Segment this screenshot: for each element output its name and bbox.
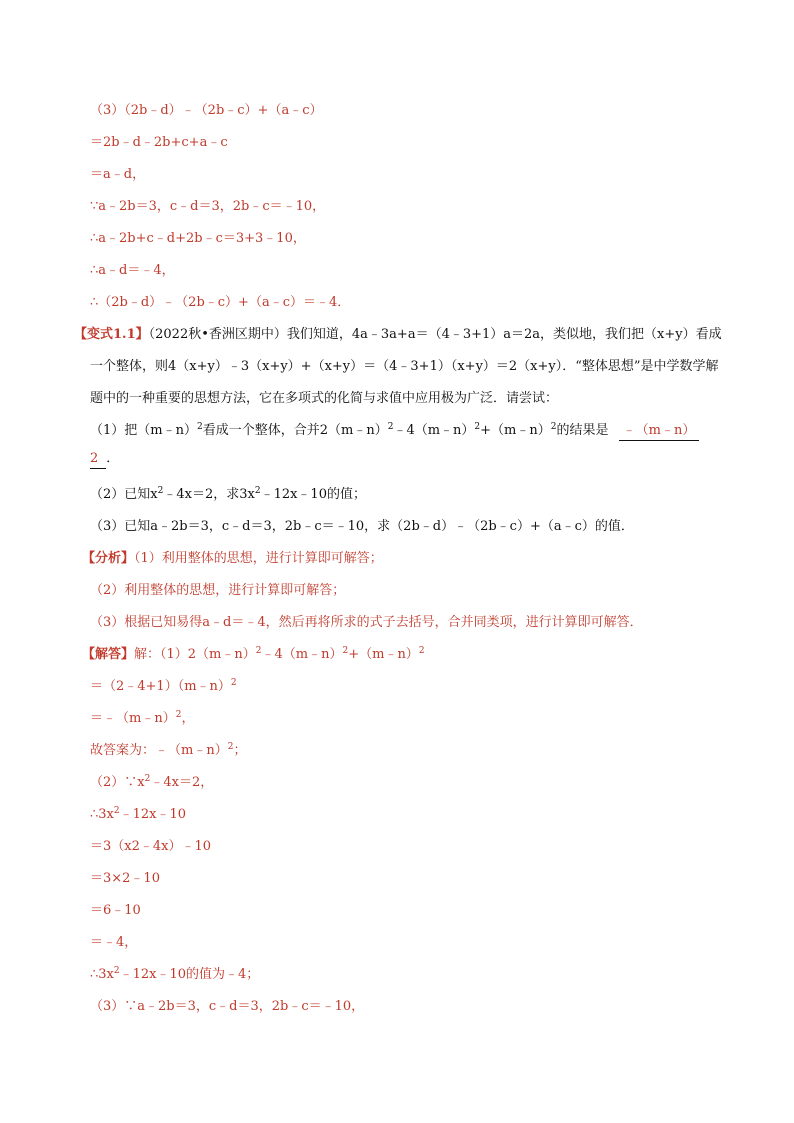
analysis-tag: 【分析】: [82, 551, 135, 566]
question-3: （3）已知a﹣2b＝3，c﹣d＝3，2b﹣c＝﹣10，求（2b﹣d）﹣（2b﹣c）+（a﹣c）的值．: [90, 519, 634, 534]
answer-blank-exponent: 2: [90, 450, 106, 469]
variant-tag: 【变式1.1】: [74, 327, 149, 342]
analysis-line: （3）根据已知易得a﹣d＝﹣4，然后再将所求的式子去括号，合并同类项，进行计算即可解答．: [90, 615, 643, 630]
solution-line: ＝3（x2﹣4x）﹣10: [90, 839, 212, 854]
question-1-continuation: 2 ．: [90, 450, 119, 469]
solution-line: ＝2b﹣d﹣2b+c+a﹣c: [90, 135, 228, 150]
solution-line: ＝（2﹣4+1）（m﹣n）$^2$: [90, 678, 237, 694]
question-1: （1）把（m﹣n）$^2$看成一个整体，合并2（m﹣n）$^2$﹣4（m﹣n）$^2$+（m﹣n）$^2$的结果是 ﹣（m﹣n）: [90, 422, 699, 441]
solution-line: ＝﹣（m﹣n）$^2$，: [90, 710, 195, 726]
solution-line: $\therefore 3x^2﹣12x﹣10$: [90, 806, 187, 822]
solution-line: ∴（2b﹣d）﹣（2b﹣c）+（a﹣c）＝﹣4．: [90, 295, 351, 310]
solution-line: ∴a﹣2b+c﹣d+2b﹣c＝3+3﹣10，: [90, 231, 306, 246]
solution-line: ＝a﹣d，: [90, 167, 146, 182]
solution-line: （3）（2b﹣d）﹣（2b﹣c）+（a﹣c）: [90, 103, 323, 118]
solution-line: ＝6﹣10: [90, 903, 141, 918]
solution-line: ＝3×2﹣10: [90, 871, 160, 886]
solution-tag: 【解答】: [82, 647, 135, 662]
variant-intro-line: 一个整体，则4（x+y）﹣3（x+y）+（x+y）＝（4﹣3+1）（x+y）＝2（x+y）．“整体思想”是中学数学解: [90, 359, 719, 374]
solution-line: $\therefore 3x^2﹣12x﹣10$的值为﹣4；: [90, 966, 260, 982]
analysis-line: （2）利用整体的思想，进行计算即可解答；: [90, 583, 346, 598]
solution-line: $(2)\because x^2﹣4x=2$，: [90, 774, 214, 790]
solution-line: 故答案为：﹣（m﹣n）$^2$；: [90, 742, 247, 758]
question-2: （2）已知$x^2﹣4x=2$，求$3x^2﹣12x﹣10$的值；: [90, 486, 366, 502]
solution-line: ∵a﹣2b＝3，c﹣d＝3，2b﹣c＝﹣10，: [90, 199, 326, 214]
variant-intro-line: 题中的一种重要的思想方法，它在多项式的化简与求值中应用极为广泛．请尝试：: [90, 391, 559, 406]
variant-intro-line: 【变式1.1】（2022秋•香洲区期中）我们知道，4a﹣3a+a＝（4﹣3+1）a＝2a，类似地，我们把（x+y）看成: [74, 327, 722, 342]
answer-blank: ﹣（m﹣n）: [619, 422, 700, 441]
solution-line: （3）∵a﹣2b＝3，c﹣d＝3，2b﹣c＝﹣10，: [90, 999, 365, 1014]
analysis-line: 【分析】（1）利用整体的思想，进行计算即可解答；: [82, 551, 383, 566]
solution-line: ∴a﹣d＝﹣4，: [90, 263, 175, 278]
solution-header: 【解答】解：（1）2（m﹣n）$^2$﹣4（m﹣n）$^2$+（m﹣n）$^2$: [82, 646, 425, 662]
solution-line: ＝﹣4，: [90, 935, 138, 950]
